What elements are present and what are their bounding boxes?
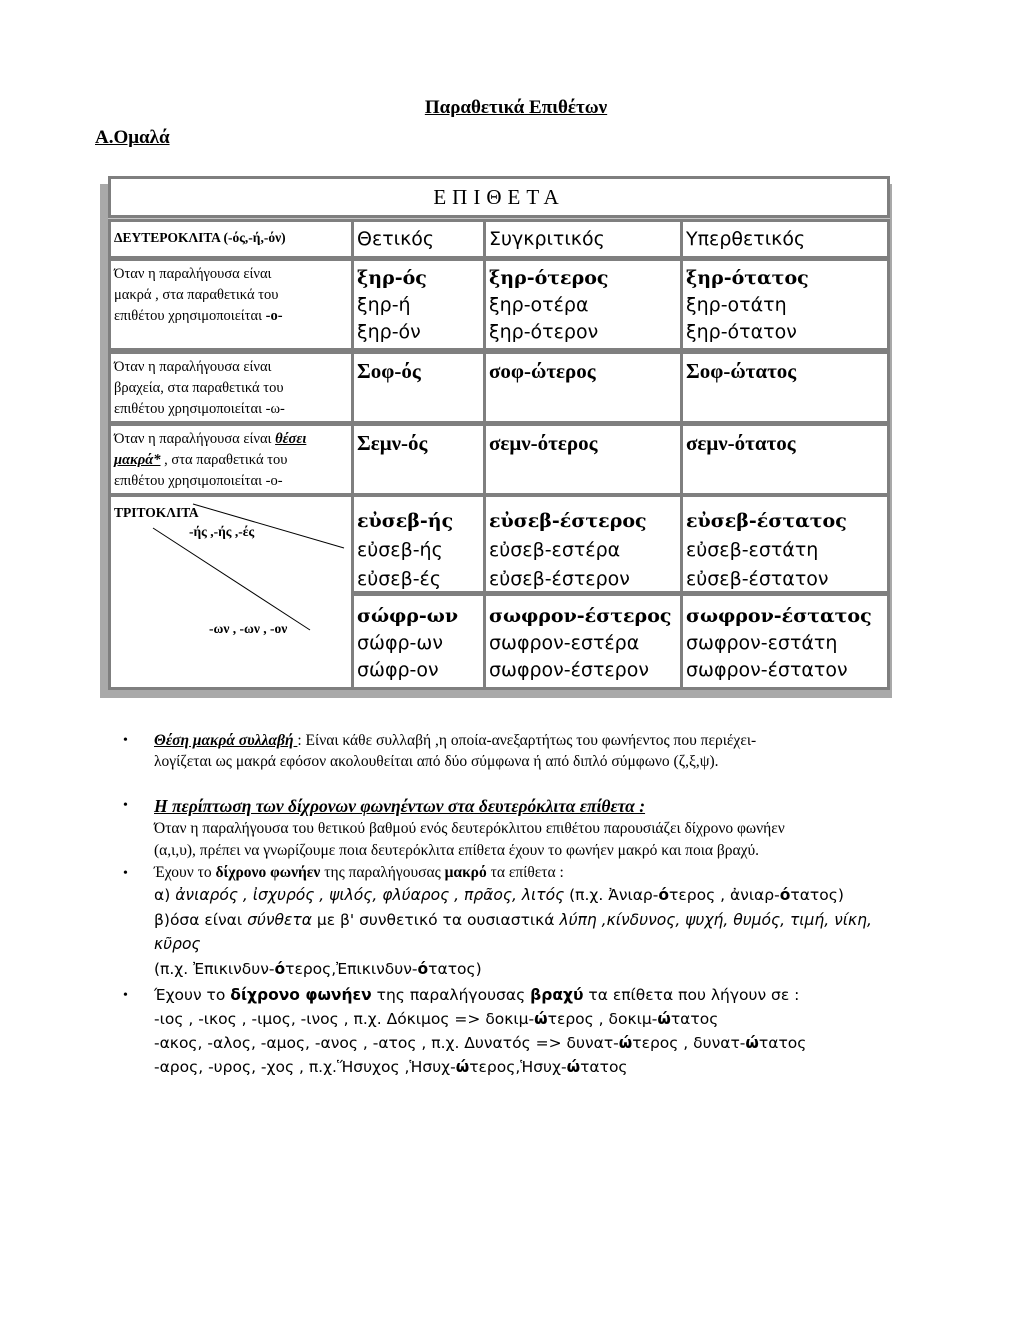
section-title: Α.Ομαλά — [95, 127, 170, 148]
note2-line2: (α,ι,υ), πρέπει να γνωρίζουμε ποια δευτερόκλιτα επίθετα έχουν το φωνήεν μακρό και ποια βραχύ. — [154, 842, 760, 859]
bullet-3: • — [123, 866, 128, 881]
tri2-comparative: σωφρον-έστερος σωφρον-εστέρα σωφρον-έστερον — [483, 593, 683, 690]
row1-label — [108, 258, 354, 351]
tri1-superlative: εὐσεβ-έστατος εὐσεβ-εστάτη εὐσεβ-έστατον — [680, 494, 890, 594]
row1-label-line1: Όταν η παραλήγουσα είναι — [114, 266, 272, 282]
row1-label-line2: μακρά , στα παραθετικά του — [114, 287, 279, 303]
note1-line2: λογίζεται ως μακρά εφόσον ακολουθείται από δύο σύμφωνα ή από διπλό σύμφωνο (ζ,ξ,ψ). — [154, 753, 719, 770]
row1-comparative: ξηρ-ότερος ξηρ-οτέρα ξηρ-ότερον — [483, 258, 683, 351]
row1-positive: ξηρ-ός ξηρ-ή ξηρ-όν — [351, 258, 486, 351]
tri1-positive: εὐσεβ-ής εὐσεβ-ής εὐσεβ-ές — [351, 494, 486, 594]
tri1-comparative: εὐσεβ-έστερος εὐσεβ-εστέρα εὐσεβ-έστερον — [483, 494, 683, 594]
note3-line2: α) ἀνιαρός , ἰσχυρός , ψιλός, φλύαρος , πρᾶος, λιτός (π.χ. Ἀνιαρ-ότερος , ἀνιαρ-ότατος) — [154, 886, 844, 904]
note1-line1: Θέση μακρά συλλαβή : Είναι κάθε συλλαβή ,η οποία-ανεξαρτήτως του φωνήεντος που περιέχει- — [154, 732, 757, 749]
note4-line1: Έχουν το δίχρονο φωνήεν της παραλήγουσας βραχύ τα επίθετα που λήγουν σε : — [154, 986, 800, 1004]
note3-line4: κῦρος — [154, 935, 201, 953]
row1-superlative: ξηρ-ότατος ξηρ-οτάτη ξηρ-ότατον — [680, 258, 890, 351]
row3-label: Όταν η παραλήγουσα είναι θέσει μακρά* , στα παραθετικά του επιθέτου χρησιμοποιείται -ο- — [108, 423, 354, 496]
tritoklita-label-cell — [108, 494, 354, 690]
tri2-superlative: σωφρον-έστατος σωφρον-εστάτη σωφρον-έστατον — [680, 593, 890, 690]
tri2-positive: σώφρ-ων σώφρ-ων σώφρ-ον — [351, 593, 486, 690]
row1-label-line3: επιθέτου χρησιμοποιείται -ο- — [114, 308, 283, 324]
note2-line1: Όταν η παραλήγουσα του θετικού βαθμού ενός δευτερόκλιτου επιθέτου παρουσιάζει δίχρονο φωνήεν — [154, 820, 785, 837]
row2-label: Όταν η παραλήγουσα είναι βραχεία, στα παραθετικά του επιθέτου χρησιμοποιείται -ω- — [108, 351, 354, 424]
table-header: ΕΠΙΘΕΤΑ — [108, 176, 890, 218]
row3-comparative: σεμν-ότερος — [483, 423, 683, 496]
note4-line4: -αρος, -υρος, -χος , π.χ.Ἥσυχος ,Ἡσυχ-ώτερος,Ἡσυχ-ώτατος — [154, 1058, 628, 1076]
bullet-1: • — [123, 733, 128, 748]
tritoklita-label: ΤΡΙΤΟΚΛΙΤΑ — [114, 505, 199, 520]
row2-positive: Σοφ-ός — [351, 351, 486, 424]
col-superlative: Υπερθετικός — [680, 219, 890, 259]
note4-line2: -ιος , -ικος , -ιμος, -ινος , π.χ. Δόκιμος => δοκιμ-ώτερος , δοκιμ-ώτατος — [154, 1010, 719, 1028]
row2-comparative: σοφ-ώτερος — [483, 351, 683, 424]
row2-superlative: Σοφ-ώτατος — [680, 351, 890, 424]
note2-heading: Η περίπτωση των δίχρονων φωνηέντων στα δευτερόκλιτα επίθετα : — [154, 796, 646, 816]
note3-line3: β)όσα είναι σύνθετα με β' συνθετικό τα ουσιαστικά λύπη ,κίνδυνος, ψυχή, θυμός, τιμή, νίκη, — [154, 911, 872, 929]
note3-line5: (π.χ. Ἐπικινδυν-ότερος,Ἐπικινδυν-ότατος) — [154, 960, 482, 978]
ending-on: -ων , -ων , -ον — [209, 621, 288, 636]
deuteroklita-label: ΔΕΥΤΕΡΟΚΛΙΤΑ (-ός,-ή,-όν) — [108, 219, 354, 259]
adjectives-table — [108, 176, 890, 690]
row3-positive: Σεμν-ός — [351, 423, 486, 496]
note3-line1: Έχουν το δίχρονο φωνήεν της παραλήγουσας μακρό τα επίθετα : — [154, 864, 564, 881]
note4-line3: -ακος, -αλος, -αμος, -ανος , -ατος , π.χ. Δυνατός => δυνατ-ώτερος , δυνατ-ώτατος — [154, 1034, 807, 1052]
ending-es: -ής ,-ής ,-ές — [189, 524, 255, 539]
col-comparative: Συγκριτικός — [483, 219, 683, 259]
bullet-2: • — [123, 798, 128, 813]
bullet-4: • — [123, 988, 128, 1003]
col-positive: Θετικός — [351, 219, 486, 259]
row3-superlative: σεμν-ότατος — [680, 423, 890, 496]
page-title: Παραθετικά Επιθέτων — [424, 97, 608, 118]
